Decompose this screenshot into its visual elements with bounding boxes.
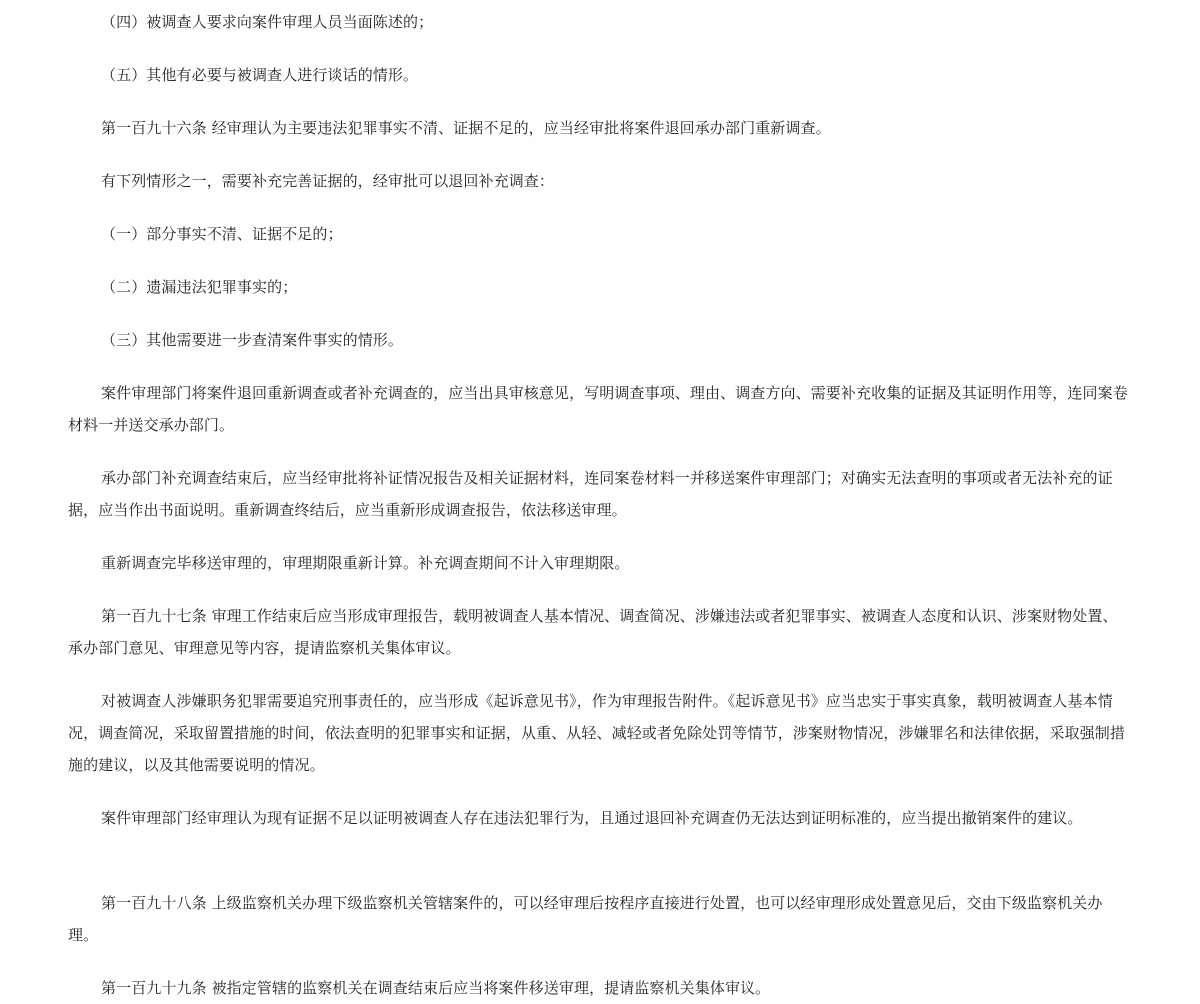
article-198: 第一百九十八条 上级监察机关办理下级监察机关管辖案件的，可以经审理后按程序直接进行处置，也可以经审理形成处置意见后，交由下级监察机关办理。 [68,894,1103,944]
paragraph-supplement-intro: 有下列情形之一，需要补充完善证据的，经审批可以退回补充调查： [101,172,555,190]
paragraph-indictment-opinion: 对被调查人涉嫌职务犯罪需要追究刑事责任的，应当形成《起诉意见书》，作为审理报告附件。《起诉意见书》应当忠实于事实真象，载明被调查人基本情况，调查简况，采取留置措施的时间，依法查明的犯罪事实和证据，从重、从轻、减轻或者免除处罚等情节，涉案财物情况，涉嫌罪名和法律依据，采取强制措施的建议，以及其他需要说明的情况。 [68,692,1126,774]
paragraph-item-3: （三）其他需要进一步查清案件事实的情形。 [101,331,404,349]
paragraph-item-4: （四）被调查人要求向案件审理人员当面陈述的； [101,13,434,31]
paragraph-item-2: （二）遗漏违法犯罪事实的； [101,278,298,296]
paragraph-return-review: 案件审理部门将案件退回重新调查或者补充调查的，应当出具审核意见，写明调查事项、理由、调查方向、需要补充收集的证据及其证明作用等，连同案卷材料一并送交承办部门。 [68,384,1128,434]
article-199: 第一百九十九条 被指定管辖的监察机关在调查结束后应当将案件移送审理，提请监察机关集体审议。 [101,979,771,997]
article-197: 第一百九十七条 审理工作结束后应当形成审理报告，载明被调查人基本情况、调查简况、涉嫌违法或者犯罪事实、被调查人态度和认识、涉案财物处置、承办部门意见、审理意见等内容，提请监察机关集体审议。 [68,607,1118,657]
article-196: 第一百九十六条 经审理认为主要违法犯罪事实不清、证据不足的，应当经审批将案件退回承办部门重新调查。 [101,119,831,137]
paragraph-review-period: 重新调查完毕移送审理的，审理期限重新计算。补充调查期间不计入审理期限。 [101,554,630,572]
paragraph-supplement-result: 承办部门补充调查结束后，应当经审批将补证情况报告及相关证据材料，连同案卷材料一并移送案件审理部门；对确实无法查明的事项或者无法补充的证据，应当作出书面说明。重新调查终结后，应当重新形成调查报告，依法移送审理。 [68,469,1113,519]
paragraph-case-withdrawal: 案件审理部门经审理认为现有证据不足以证明被调查人存在违法犯罪行为，且通过退回补充调查仍无法达到证明标准的，应当提出撤销案件的建议。 [101,809,1083,827]
paragraph-item-5: （五）其他有必要与被调查人进行谈话的情形。 [101,66,419,84]
paragraph-item-1: （一）部分事实不清、证据不足的； [101,225,343,243]
